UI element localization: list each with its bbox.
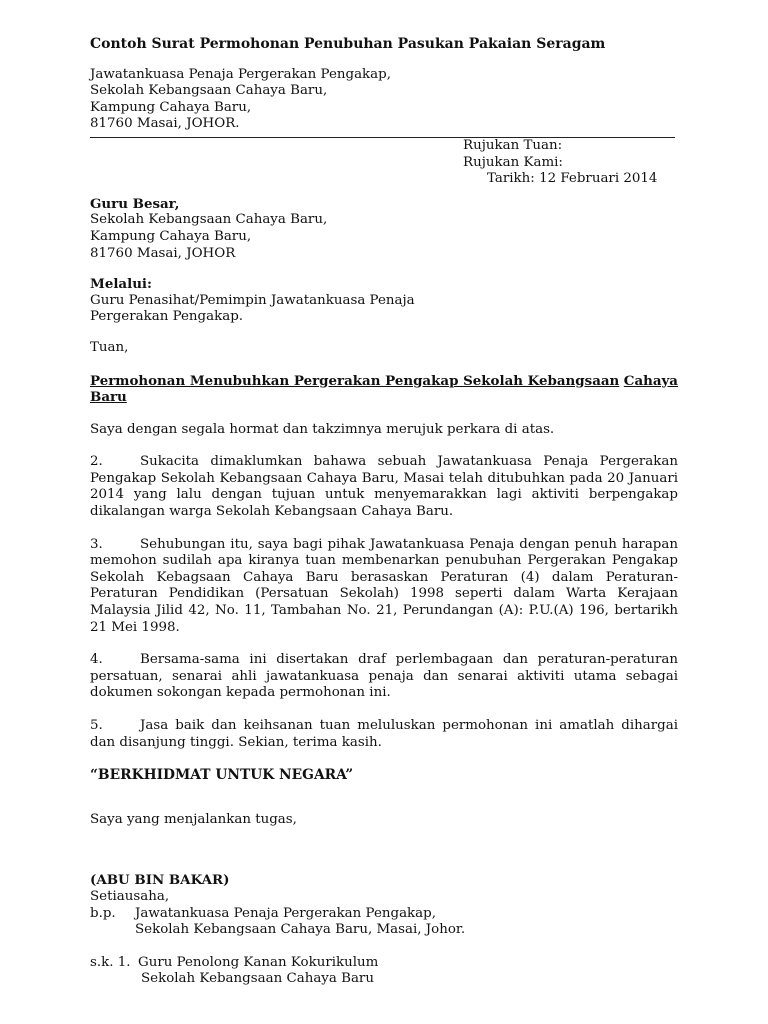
document-title: Contoh Surat Permohonan Penubuhan Pasukan Pakaian Seragam <box>90 36 606 52</box>
paragraph-number: 4. <box>90 652 103 668</box>
motto: “BERKHIDMAT UNTUK NEGARA” <box>90 767 354 784</box>
paragraph-text: Jasa baik dan keihsanan tuan meluluskan permohonan ini amatlah dihargai dan disanjung tinggi. Sekian, terima kasih. <box>90 718 678 750</box>
letter-date: Tarikh: 12 Februari 2014 <box>487 171 658 187</box>
reference-kami: Rujukan Kami: <box>463 154 563 170</box>
bp-line: Jawatankuasa Penaja Pergerakan Pengakap, <box>135 905 436 921</box>
recipient-line: 81760 Masai, JOHOR <box>90 245 236 261</box>
bp-line: Sekolah Kebangsaan Cahaya Baru, Masai, Johor. <box>135 922 466 938</box>
letter-page <box>90 36 678 988</box>
paragraph-text: Sehubungan itu, saya bagi pihak Jawatankuasa Penaja dengan penuh harapan memohon sudilah apa kiranya tuan membenarkan penubuhan Pergerakan Pengakap Sekolah Kebagsaan Cahaya Baru berasaskan Peraturan (4) dalam Peraturan- Peraturan Pendidikan (Persatuan Sekolah) 1998 seperti dalam Warta Kerajaan Malaysia Jilid 42, No. 11, Tambahan No. 21, Perundangan (A): P.U.(A) 196, bertarikh 21 Mei 1998. <box>90 536 678 635</box>
closing-phrase: Saya yang menjalankan tugas, <box>90 811 297 827</box>
bp-label: b.p. <box>90 905 116 921</box>
via-heading: Melalui: <box>90 276 152 293</box>
subject-line <box>90 373 678 406</box>
paragraph-3 <box>90 537 678 637</box>
cc-label: s.k. 1. <box>90 954 131 970</box>
reference-block <box>463 138 678 188</box>
paragraph-number: 5. <box>90 718 103 733</box>
paragraph-2 <box>90 454 678 520</box>
signatory-position: Setiausaha, <box>90 888 170 904</box>
paragraph-number: 2. <box>90 454 103 470</box>
opening-sentence: Saya dengan segala hormat dan takzimnya merujuk perkara di atas. <box>90 421 555 437</box>
via-block <box>90 276 678 326</box>
sender-line: Kampung Cahaya Baru, <box>90 99 252 115</box>
sender-line: 81760 Masai, JOHOR. <box>90 116 240 132</box>
paragraph-text: Bersama-sama ini disertakan draf perlembagaan dan peraturan-peraturan persatuan, senarai ahli jawatankuasa penaja dan senarai aktiviti utama sebagai dokumen sokongan kepada permohonan ini. <box>90 652 678 701</box>
subject-text: Permohonan Menubuhkan Pergerakan Pengakap Sekolah Kebangsaan <box>90 372 620 389</box>
signatory-name: (ABU BIN BAKAR) <box>90 872 230 889</box>
copy-to-block <box>90 955 678 988</box>
sender-line: Sekolah Kebangsaan Cahaya Baru, <box>90 83 328 99</box>
subject-text-end: Cahaya <box>623 372 678 389</box>
recipient-address <box>90 196 678 262</box>
salutation: Tuan, <box>90 339 129 355</box>
paragraph-number: 3. <box>90 536 103 552</box>
sender-line: Jawatankuasa Penaja Pergerakan Pengakap, <box>90 66 391 82</box>
cc-line: Sekolah Kebangsaan Cahaya Baru <box>141 971 374 987</box>
recipient-line: Kampung Cahaya Baru, <box>90 228 252 244</box>
paragraph-5 <box>90 718 678 751</box>
reference-tuan: Rujukan Tuan: <box>463 137 563 153</box>
paragraph-text: Sukacita dimaklumkan bahawa sebuah Jawatankuasa Penaja Pergerakan Pengakap Sekolah Kebangsaan Cahaya Baru, Masai telah ditubuhkan pada 20 Januari 2014 yang lalu dengan tujuan untuk menyemarakkan lagi aktiviti berpengakap dikalangan warga Sekolah Kebangsaan Cahaya Baru. <box>90 454 678 520</box>
cc-line: Guru Penolong Kanan Kokurikulum <box>138 954 379 970</box>
subject-text-cont: Baru <box>90 389 127 406</box>
recipient-heading: Guru Besar, <box>90 195 180 212</box>
sender-address <box>90 67 678 133</box>
paragraph-4 <box>90 652 678 702</box>
via-line: Guru Penasihat/Pemimpin Jawatankuasa Penaja <box>90 292 415 308</box>
via-line: Pergerakan Pengakap. <box>90 309 244 325</box>
recipient-line: Sekolah Kebangsaan Cahaya Baru, <box>90 212 328 228</box>
signature-block <box>90 872 678 938</box>
